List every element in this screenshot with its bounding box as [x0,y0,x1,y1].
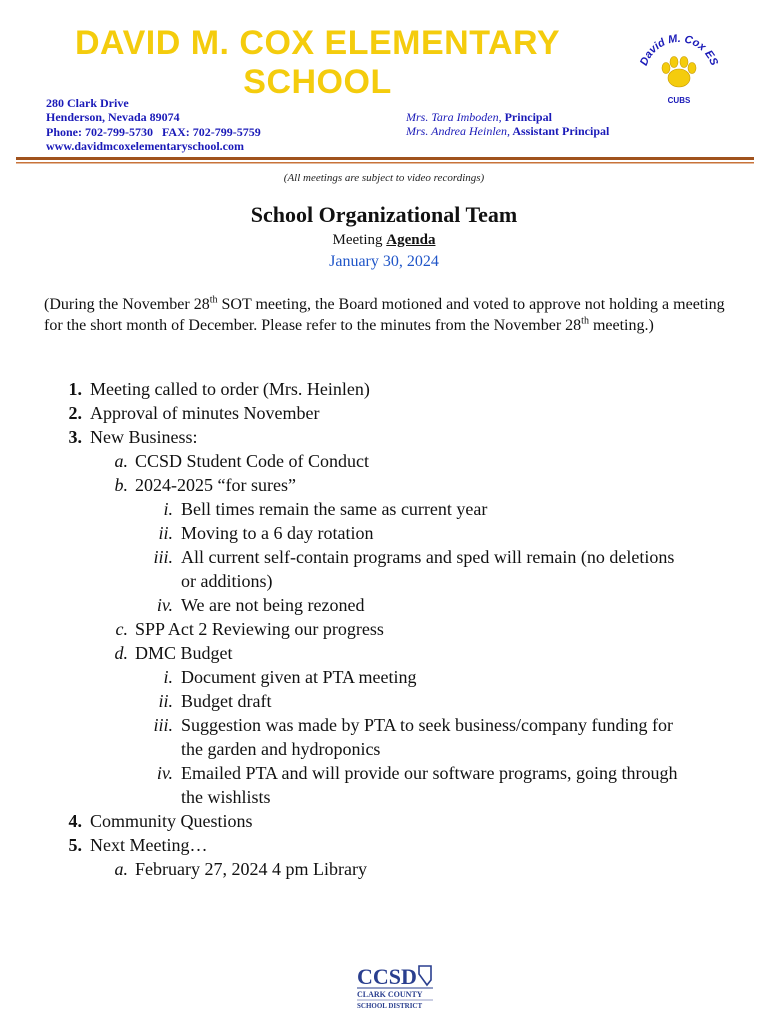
page-title: School Organizational Team [250,202,518,227]
agenda-subsubitem-text: Document given at PTA meeting [181,667,417,687]
agenda-subitem-marker: a. [114,451,128,471]
agenda-subsubitem-marker: ii. [158,691,173,711]
agenda-subitem-text: DMC Budget [135,643,233,663]
agenda-subitem-agenda-2-children-1 [0,473,768,497]
school-address [46,96,261,154]
agenda-item-marker: 5. [68,835,82,855]
agenda-subitem-text: February 27, 2024 4 pm Library [135,859,367,879]
agenda-item-agenda-1 [0,401,768,425]
website-link[interactable]: www.davidmcoxelementaryschool.com [46,139,244,154]
intro-paragraph [44,294,744,336]
ccsd-logo-line-2: SCHOOL DISTRICT [357,1002,423,1010]
agenda-subitem-agenda-4-children-0 [0,857,768,881]
agenda-item-marker: 2. [68,403,82,423]
header-divider [16,156,754,166]
principal-name: Mrs. Tara Imboden, [406,110,502,124]
ccsd-logo [355,962,435,1012]
agenda-subitem-agenda-2-children-3 [0,641,768,665]
agenda-subsubitem-text: All current self-contain programs and sped will remain (no deletions [181,547,675,567]
agenda-item-text: Approval of minutes November [90,403,320,423]
agenda-subsubitem-text: Moving to a 6 day rotation [181,523,374,543]
principal-line [406,110,609,124]
agenda-item-agenda-3 [0,809,768,833]
agenda-subsubitem-text: Budget draft [181,691,272,711]
agenda-subsubitem-marker: iii. [153,547,173,567]
recording-note: (All meetings are subject to video recordings) [283,172,485,184]
agenda-subsubitem-text-continued: the wishlists [181,787,271,807]
agenda-item-marker: 1. [68,379,82,399]
ccsd-logo-line-1: CLARK COUNTY [357,990,423,999]
agenda-item-text: Next Meeting… [90,835,208,855]
principal-title: Principal [501,110,552,124]
agenda-subitem-text: CCSD Student Code of Conduct [135,451,370,471]
agenda-item-marker: 4. [68,811,82,831]
assistant-principal-line [406,124,609,138]
school-name-line-2: SCHOOL [243,63,392,101]
meeting-date: January 30, 2024 [329,253,439,270]
agenda-item-marker: 3. [68,427,82,447]
agenda-subsubitem-text-continued: the garden and hydroponics [181,739,381,759]
school-logo [633,24,725,108]
agenda-subsubitem-agenda-2-children-3-children-1 [0,689,768,713]
agenda-subitem-text: 2024-2025 “for sures” [135,475,296,495]
intro-sup-2: th [581,315,589,327]
agenda-item-agenda-2 [0,425,768,449]
nevada-state-icon [419,966,431,985]
agenda-item-agenda-0 [0,377,768,401]
meeting-agenda-heading [0,232,768,249]
agenda-subsubitem-text-continued: or additions) [181,571,273,591]
logo-mascot: CUBS [667,96,691,105]
agenda-subsubitem-text: Suggestion was made by PTA to seek business/company funding for [181,715,674,735]
administration [406,110,609,139]
agenda-item-text: Community Questions [90,811,253,831]
intro-text-2: SOT meeting, the Board motioned and voted to approve not holding a meeting for the short month of December. Please refer to the minutes from the November 28 [44,296,725,334]
agenda-subsubitem-continuation [0,569,768,593]
agenda-subsubitem-agenda-2-children-3-children-3 [0,761,768,785]
agenda-subsubitem-agenda-2-children-3-children-0 [0,665,768,689]
agenda-item-agenda-4 [0,833,768,857]
agenda-subsubitem-agenda-2-children-1-children-1 [0,521,768,545]
agenda-subitem-text: SPP Act 2 Reviewing our progress [135,619,384,639]
city-state-zip: Henderson, Nevada 89074 [46,110,180,125]
ccsd-logo-mark: CCSD [357,964,417,989]
assistant-principal-name: Mrs. Andrea Heinlen, [406,124,510,139]
logo-arc-text: David M. Cox ES [637,32,721,68]
intro-text-3: meeting.) [588,317,654,334]
agenda-item-text: Meeting called to order (Mrs. Heinlen) [90,379,370,399]
paw-print-icon [662,57,696,88]
agenda-subsubitem-marker: iii. [153,715,173,735]
agenda-subsubitem-marker: ii. [158,523,173,543]
agenda-subsubitem-marker: i. [163,499,173,519]
agenda-item-text: New Business: [90,427,198,447]
school-name-line-1: DAVID M. COX ELEMENTARY [75,24,560,62]
phone-fax: Phone: 702-799-5730 FAX: 702-799-5759 [46,124,261,139]
agenda-subitem-marker: d. [114,643,128,663]
intro-sup-1: th [209,294,218,306]
agenda-subsubitem-marker: iv. [156,595,173,615]
agenda-subsubitem-agenda-2-children-3-children-2 [0,713,768,737]
agenda-subitem-marker: c. [115,619,128,639]
svg-text:David M. Cox ES [638,33,720,68]
assistant-principal-title: Assistant Principal [510,124,610,139]
agenda-subsubitem-continuation [0,785,768,809]
agenda-list [0,377,768,881]
agenda-subitem-agenda-2-children-2 [0,617,768,641]
meeting-label: Meeting [332,232,383,248]
agenda-subitem-marker: a. [114,859,128,879]
agenda-subsubitem-marker: i. [163,667,173,687]
agenda-subitem-marker: b. [114,475,128,495]
agenda-subitem-agenda-2-children-0 [0,449,768,473]
agenda-subsubitem-text: Bell times remain the same as current year [181,499,488,519]
agenda-subsubitem-marker: iv. [156,763,173,783]
agenda-subsubitem-continuation [0,737,768,761]
agenda-subsubitem-text: Emailed PTA and will provide our software programs, going through [181,763,678,783]
intro-text-1: (During the November 28 [44,296,210,313]
street-address: 280 Clark Drive [46,96,129,110]
agenda-subsubitem-text: We are not being rezoned [181,595,365,615]
agenda-subsubitem-agenda-2-children-1-children-2 [0,545,768,569]
school-name [40,24,595,102]
agenda-label: Agenda [386,232,436,248]
agenda-subsubitem-agenda-2-children-1-children-0 [0,497,768,521]
agenda-subsubitem-agenda-2-children-1-children-3 [0,593,768,617]
